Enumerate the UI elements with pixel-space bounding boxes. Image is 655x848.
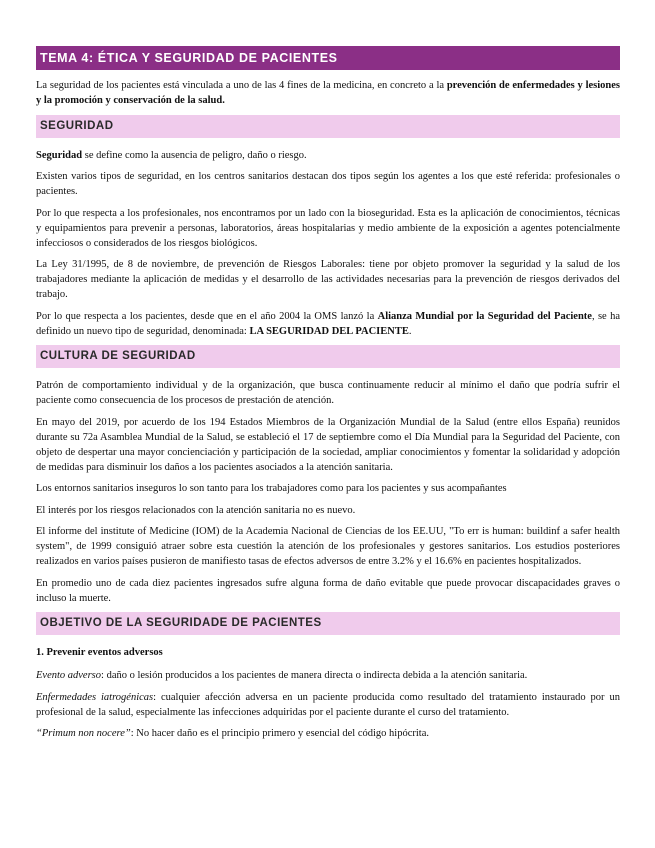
cultura-paragraph: Los entornos sanitarios inseguros lo son tanto para los trabajadores como para los pacientes y sus acompañantes xyxy=(36,483,507,494)
definition-evento-adverso: Evento adverso: daño o lesión producidos a los pacientes de manera directa o indirecta debida a la atención sanitaria. xyxy=(36,670,528,681)
intro-paragraph: La seguridad de los pacientes está vinculada a uno de las 4 fines de la medicina, en concreto a la prevención de enfermedades y lesiones y la promoción y conservación de la salud. xyxy=(36,80,620,106)
definition-enfermedades-iatrogenicas: Enfermedades iatrogénicas: cualquier afección adversa en un paciente producida como resultado del tratamiento instaurado por un profesional de la salud, especialmente las infecciones adquiridas por el paciente durante el curso del tratamiento. xyxy=(36,691,620,718)
cultura-paragraph: En promedio uno de cada diez pacientes ingresados sufre alguna forma de daño evitable que puede provocar discapacidades graves o incluso la muerte. xyxy=(36,577,620,604)
seguridad-paragraph: La Ley 31/1995, de 8 de noviembre, de prevención de Riesgos Laborales: tiene por objeto promover la seguridad y la salud de los trabajadores mediante la aplicación de medidas y el desarrollo de las actividades necesarias para la prevención de riesgos derivados del trabajo. xyxy=(36,259,620,300)
cultura-paragraph: El interés por los riesgos relacionados con la atención sanitaria no es nuevo. xyxy=(36,504,356,516)
page-title: TEMA 4: ÉTICA Y SEGURIDAD DE PACIENTES xyxy=(36,46,620,70)
section-heading-seguridad: SEGURIDAD xyxy=(36,115,620,138)
section-heading-objetivo: OBJETIVO DE LA SEGURIDADE DE PACIENTES xyxy=(36,612,620,635)
cultura-paragraph: El informe del institute of Medicine (IOM) de la Academia Nacional de Ciencias de los EE.UU, "To err is human: buildinf a safer health system", de 1999 consiguió atraer sobre esta cuestión la atención de los profesionales y gestores sanitarios. Los estudios posteriores realizados en varios países pusieron de manifiesto tasas de efectos adversos de entre 3.2% y el 16.6% en pacientes hospitalizados. xyxy=(36,526,620,567)
definition-primum-non-nocere: “Primum non nocere”: No hacer daño es el principio primero y esencial del código hipócrita. xyxy=(36,728,429,739)
seguridad-paragraph: Existen varios tipos de seguridad, en los centros sanitarios destacan dos tipos según los agentes a los que esté referida: profesionales o pacientes. xyxy=(36,171,620,197)
seguridad-paragraph: Por lo que respecta a los pacientes, desde que en el año 2004 la OMS lanzó la Alianza Mundial por la Seguridad del Paciente, se ha definido un nuevo tipo de seguridad, denominada: LA SEGURIDAD DEL PACIENTE. xyxy=(36,310,620,337)
seguridad-paragraph: Por lo que respecta a los profesionales, nos encontramos por un lado con la bioseguridad. Esta es la aplicación de conocimientos, técnicas y equipamientos para prevenir a personas, laboratorios, áreas hospitalarias y medio ambiente de la exposición a agentes potencialmente infecciosos o considerados de los riesgos biológicos. xyxy=(36,207,620,249)
document-content xyxy=(36,46,620,748)
seguridad-definition: Seguridad se define como la ausencia de peligro, daño o riesgo. xyxy=(36,149,307,161)
cultura-paragraph: Patrón de comportamiento individual y de la organización, que busca continuamente reducir al mínimo el daño que podría sufrir el paciente como consecuencia de los procesos de prestación de atención. xyxy=(36,380,620,406)
numbered-item: 1. Prevenir eventos adversos xyxy=(36,647,163,658)
section-heading-cultura: CULTURA DE SEGURIDAD xyxy=(36,345,620,368)
cultura-paragraph: En mayo del 2019, por acuerdo de los 194 Estados Miembros de la Organización Mundial de la Salud (entre ellos España) reunidos durante su 72a Asamblea Mundial de la Salud, se estableció el 17 de septiembre como el Día Mundial para la Seguridad del Paciente, con objeto de despertar una mayor concienciación y participación de la sociedad, ampliar conocimientos y fomentar la solidaridad y adopción de medidas para disminuir los daños a los pacientes asociados a la atención sanitaria. xyxy=(36,416,620,473)
